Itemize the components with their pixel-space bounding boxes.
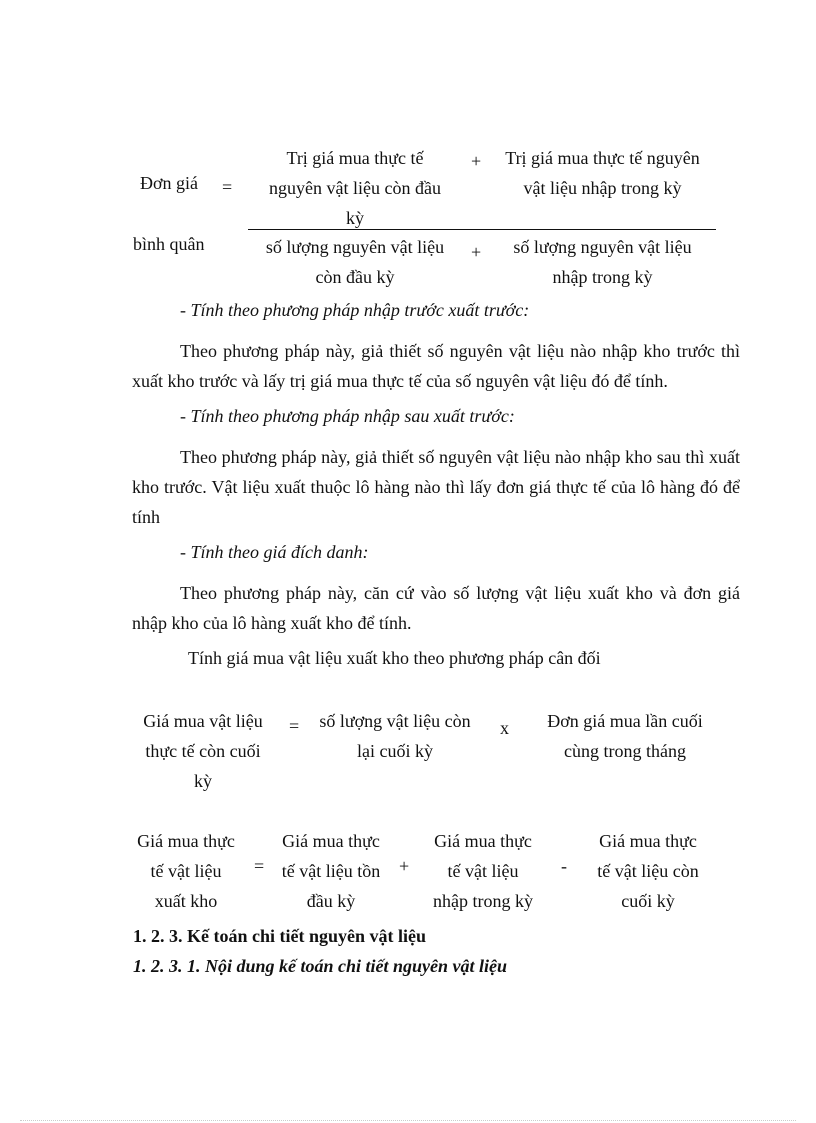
term-received: Giá mua thực tế vật liệu nhập trong kỳ (433, 831, 533, 911)
term-closing: Giá mua thực tế vật liệu còn cuối kỳ (597, 831, 699, 911)
equals-sign: = (254, 856, 265, 876)
plus-sign: + (471, 242, 482, 262)
formula-label-line1: Đơn giá (140, 173, 199, 193)
plus-sign: + (471, 151, 482, 171)
term-ending-value: Giá mua vật liệu thực tế còn cuối kỳ (143, 711, 263, 791)
specific-heading: - Tính theo giá đích danh: (180, 542, 369, 562)
fifo-paragraph: Theo phương pháp này, giả thiết số nguyên vật liệu nào nhập kho trước thì xuất kho trước và lấy trị giá mua thực tế của số nguyên vật liệu đó để tính. (132, 341, 740, 391)
specific-paragraph: Theo phương pháp này, căn cứ vào số lượng vật liệu xuất kho và đơn giá nhập kho của lô hàng xuất kho để tính. (132, 583, 740, 633)
term-outgoing: Giá mua thực tế vật liệu xuất kho (137, 831, 235, 911)
fifo-heading: - Tính theo phương pháp nhập trước xuất trước: (180, 300, 530, 320)
equals-sign: = (289, 716, 300, 736)
formula-label-line2: bình quân (133, 234, 205, 254)
term-ending-quantity: số lượng vật liệu còn lại cuối kỳ (319, 711, 471, 761)
subsection-heading-1-2-3-1: 1. 2. 3. 1. Nội dung kế toán chi tiết nguyên vật liệu (133, 956, 508, 976)
lifo-heading: - Tính theo phương pháp nhập sau xuất trước: (180, 406, 515, 426)
equals-sign: = (222, 177, 233, 197)
minus-sign: - (561, 856, 567, 876)
page-footer-border (20, 1120, 796, 1121)
term-last-unit-price: Đơn giá mua lần cuối cùng trong tháng (547, 711, 703, 761)
numerator-left: Trị giá mua thực tế nguyên vật liệu còn đầu kỳ (269, 148, 441, 228)
balance-heading: Tính giá mua vật liệu xuất kho theo phương pháp cân đối (188, 648, 601, 668)
section-heading-1-2-3: 1. 2. 3. Kế toán chi tiết nguyên vật liệu (133, 926, 426, 946)
denominator-left: số lượng nguyên vật liệu còn đầu kỳ (265, 237, 445, 287)
plus-sign: + (399, 856, 410, 876)
fraction-bar (248, 229, 716, 230)
numerator-right: Trị giá mua thực tế nguyên vật liệu nhập trong kỳ (505, 148, 700, 198)
term-opening: Giá mua thực tế vật liệu tồn đầu kỳ (281, 831, 381, 911)
lifo-paragraph: Theo phương pháp này, giả thiết số nguyên vật liệu nào nhập kho sau thì xuất kho trước. Vật liệu xuất thuộc lô hàng nào thì lấy đơn giá thực tế của lô hàng đó để tính (132, 447, 740, 527)
times-sign: x (500, 718, 509, 738)
denominator-right: số lượng nguyên vật liệu nhập trong kỳ (513, 237, 692, 287)
